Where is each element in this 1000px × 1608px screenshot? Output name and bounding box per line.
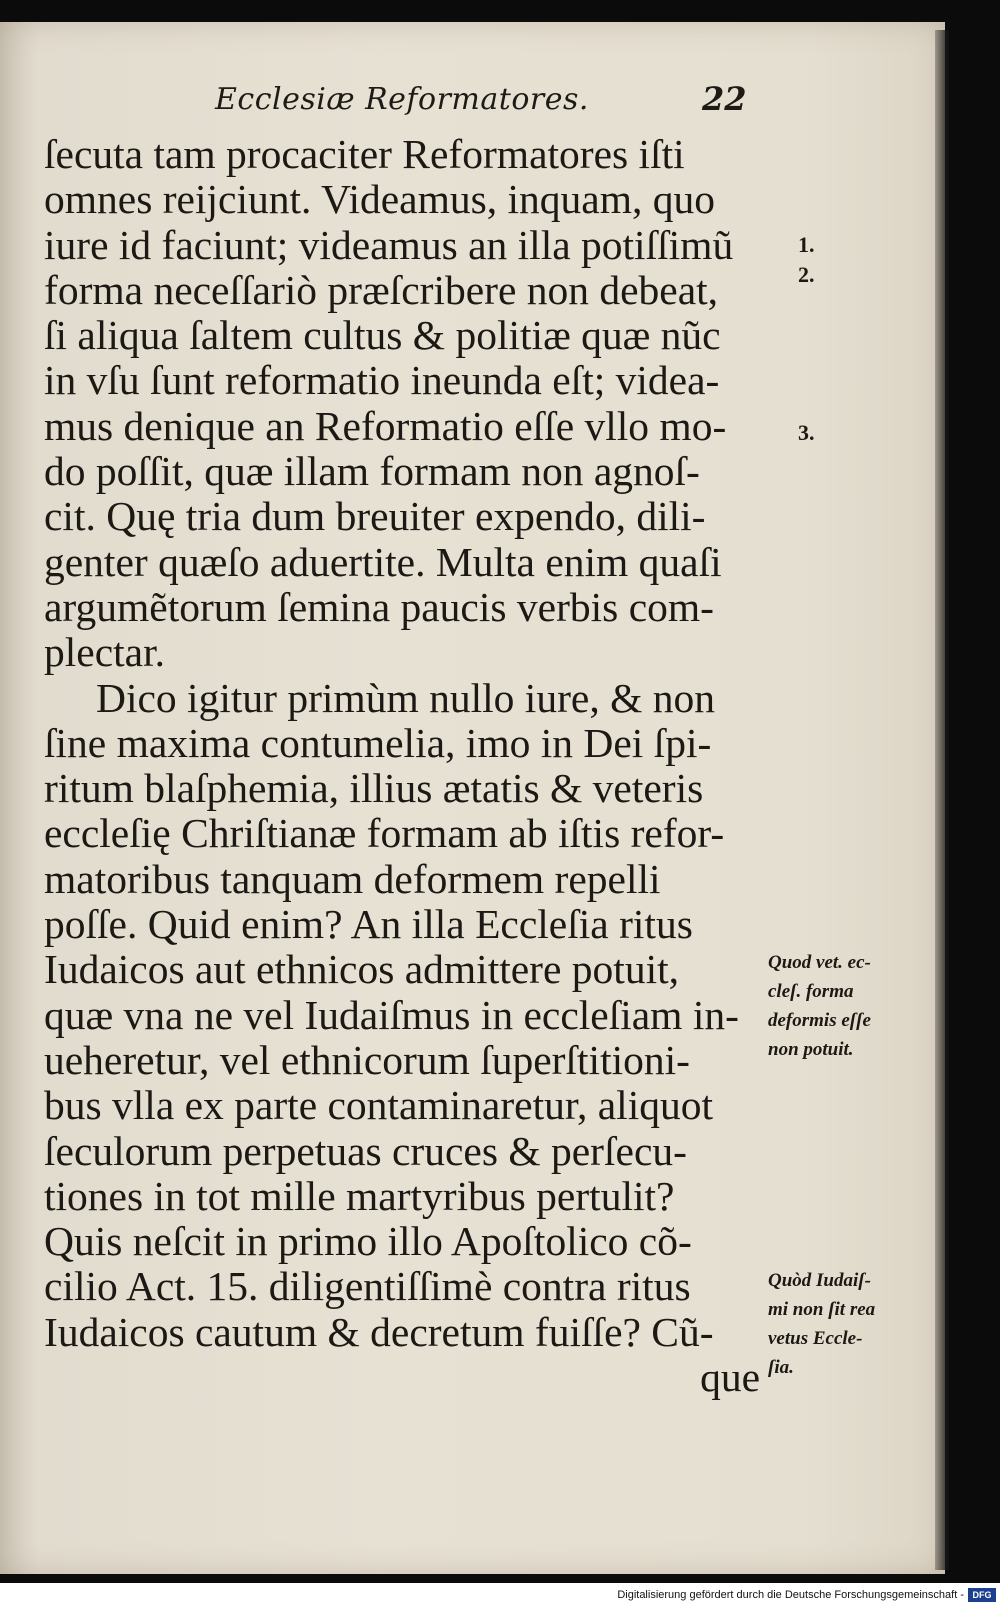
text-line: Iudaicos cautum & decretum fuiſſe? Cũ-	[44, 1308, 714, 1355]
text-line: ueheretur, vel ethnicorum ſuperſtitioni-	[44, 1036, 690, 1083]
text-line: omnes reijciunt. Videamus, inquam, quo	[44, 176, 716, 223]
text-line: mus denique an Reformatio eſſe vllo mo-	[44, 402, 727, 449]
margin-note-line: cleſ. forma	[768, 981, 854, 1002]
text-line: Iudaicos aut ethnicos admittere potuit,	[44, 946, 680, 993]
margin-note-line: mi non ſit rea	[768, 1299, 876, 1320]
text-line: bus vlla ex parte contaminaretur, aliquot	[44, 1082, 714, 1129]
margin-note-line: deformis eſſe	[768, 1010, 871, 1031]
text-line: ſine maxima contumelia, imo in Dei ſpi-	[44, 719, 712, 766]
text-line: cilio Act. 15. diligentiſſimè contra ritus	[44, 1263, 691, 1310]
text-line: eccleſię Chriſtianæ formam ab iſtis refor-	[44, 810, 725, 857]
margin-number-3: 3.	[798, 420, 815, 445]
margin-note-1	[768, 948, 871, 1064]
margin-note-line: vetus Eccle-	[768, 1328, 863, 1349]
text-line: ſeculorum perpetuas cruces & perſecu-	[44, 1127, 687, 1174]
digitization-credit: Digitalisierung gefördert durch die Deutsche Forschungsgemeinschaft -	[617, 1589, 964, 1601]
text-line: do poſſit, quæ illam formam non agnoſ-	[44, 448, 700, 495]
text-line: Quis neſcit in primo illo Apoſtolico cõ-	[44, 1218, 692, 1265]
text-line: quæ vna ne vel Iudaiſmus in eccleſiam in-	[44, 991, 739, 1038]
text-line: in vſu ſunt reformatio ineunda eſt; videa-	[44, 357, 720, 404]
text-line: tiones in tot mille martyribus pertulit?	[44, 1172, 675, 1219]
margin-number-2: 2.	[798, 262, 815, 287]
margin-note-line: Quod vet. ec-	[768, 952, 871, 973]
dfg-logo: DFG	[968, 1588, 996, 1602]
main-text-block	[44, 132, 764, 1400]
text-line: iure id faciunt; videamus an illa potiſſimũ	[44, 221, 734, 268]
page-number: 22	[702, 80, 747, 118]
margin-note-2	[768, 1266, 875, 1382]
text-line: plectar.	[44, 629, 165, 676]
catchword: que	[700, 1354, 760, 1401]
text-line: argumẽtorum ſemina paucis verbis com-	[44, 583, 714, 630]
margin-note-line: non potuit.	[768, 1039, 854, 1060]
text-line: genter quæſo aduertite. Multa enim quaſi	[44, 538, 722, 585]
margin-note-line: ſia.	[768, 1357, 794, 1378]
text-line: ſecuta tam procaciter Reformatores iſti	[44, 131, 685, 177]
running-title: Ecclesiæ Reformatores.	[215, 82, 589, 117]
text-line: forma neceſſariò præſcribere non debeat,	[44, 266, 719, 313]
text-line: ritum blaſphemia, illius ætatis & veteris	[44, 765, 704, 812]
page-edge-shadow	[935, 30, 949, 1570]
text-line: poſſe. Quid enim? An illa Eccleſia ritus	[44, 901, 693, 948]
text-line: cit. Quę tria dum breuiter expendo, dili-	[44, 493, 706, 540]
text-line: ſi aliqua ſaltem cultus & politiæ quæ nũc	[44, 312, 721, 359]
margin-number-1: 1.	[798, 232, 815, 257]
paragraph-start-line: Dico igitur primùm nullo iure, & non	[96, 674, 715, 721]
margin-note-line: Quòd Iudaiſ-	[768, 1270, 871, 1291]
text-line: matoribus tanquam deformem repelli	[44, 855, 661, 902]
